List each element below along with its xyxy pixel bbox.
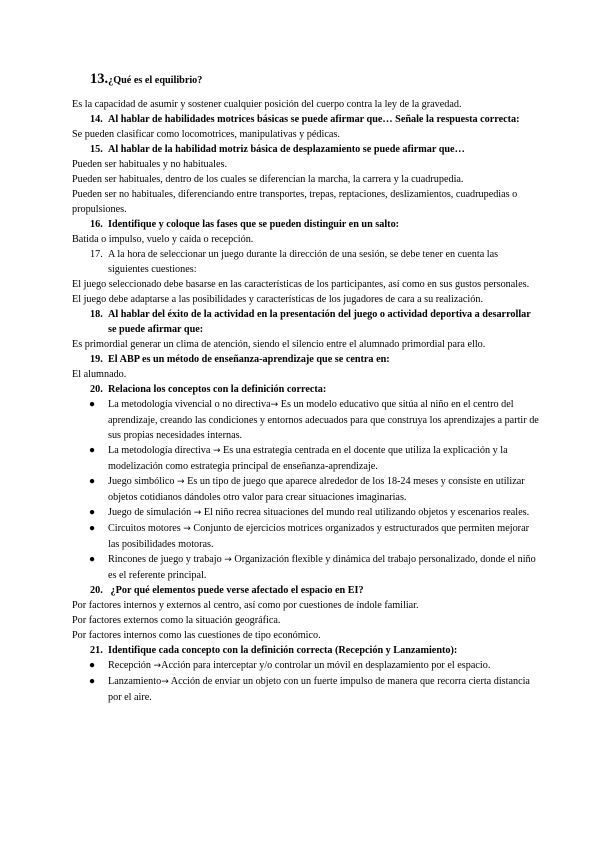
list-item xyxy=(0,474,600,505)
answer-14: Se pueden clasificar como locomotrices, manipulativas y pédicas. xyxy=(72,129,340,140)
question-17 xyxy=(0,247,600,277)
bullet-icon: ● xyxy=(89,523,96,534)
list-item xyxy=(0,505,600,521)
answer-15-1: Pueden ser habituales y no habituales. xyxy=(72,159,228,170)
question-18 xyxy=(0,307,600,337)
bullet-icon: ● xyxy=(89,660,96,671)
question-number: 17. xyxy=(90,249,103,260)
question-number: 13. xyxy=(90,71,109,87)
list-item xyxy=(0,552,600,583)
question-number: 18. xyxy=(90,309,103,320)
question-title: ¿Por qué elementos puede verse afectado el espacio en EI? xyxy=(110,585,364,596)
concept-term: Rincones de juego y trabajo xyxy=(108,554,225,565)
bullet-icon: ● xyxy=(89,676,96,687)
answer-list-21 xyxy=(0,658,600,705)
bullet-icon: ● xyxy=(89,507,96,518)
question-number: 21. xyxy=(90,645,103,656)
question-title: Al hablar de la habilidad motriz básica de desplazamiento se puede afirmar que… xyxy=(108,144,465,155)
question-title: Al hablar de habilidades motrices básicas se puede afirmar que… Señale la respuesta correcta: xyxy=(108,114,520,125)
concept-definition: Organización flexible y dinámica del trabajo personalizado, donde el niño es el referente principal. xyxy=(108,554,536,581)
concept-term: Juego de simulación xyxy=(108,507,194,518)
concept-definition: Acción de enviar un objeto con un fuerte impulso de manera que recorra cierta distancia por el aire. xyxy=(108,676,530,703)
answer-18: Es primordial generar un clima de atención, siendo el silencio entre el alumnado primordial para ello. xyxy=(72,339,486,350)
answer-20-1: Por factores internos y externos al centro, así como por cuestiones de índole familiar. xyxy=(72,600,419,611)
answer-15-2: Pueden ser habituales, dentro de los cuales se diferencian la marcha, la carrera y la cuadrupedia. xyxy=(72,174,464,185)
question-14 xyxy=(0,112,600,127)
question-19 xyxy=(0,352,600,367)
concept-term: Recepción xyxy=(108,660,154,671)
question-title: A la hora de seleccionar un juego durante la dirección de una sesión, se debe tener en cuenta las siguientes cuestiones: xyxy=(108,249,499,275)
question-title: Al hablar del éxito de la actividad en la presentación del juego o actividad deportiva a desarrollar se puede afirmar que: xyxy=(108,309,531,335)
question-16 xyxy=(0,217,600,232)
arrow-icon: → xyxy=(224,555,232,565)
question-title: Identifique cada concepto con la definición correcta (Recepción y Lanzamiento): xyxy=(108,645,458,656)
arrow-icon: → xyxy=(212,446,221,456)
concept-term: Juego simbólico xyxy=(108,476,178,487)
bullet-icon: ● xyxy=(89,445,96,456)
answer-19: El alumnado. xyxy=(72,369,127,380)
answer-20-2: Por factores externos como la situación geográfica. xyxy=(72,615,281,626)
concept-definition: Es una estrategia centrada en el docente que utiliza la explicación y la modelización como estrategia principal de enseñanza-aprendizaje. xyxy=(108,445,508,472)
arrow-icon: → xyxy=(193,508,202,518)
question-20-espacio xyxy=(0,583,600,598)
question-title: ¿Qué es el equilibrio? xyxy=(108,75,203,86)
answer-16: Batida o impulso, vuelo y caída o recepción. xyxy=(72,234,254,245)
answer-15-3: Pueden ser no habituales, diferenciando entre transportes, trepas, reptaciones, deslizamientos, cuadrupedias o propulsiones. xyxy=(72,189,518,215)
question-number: 15. xyxy=(90,144,103,155)
arrow-icon: → xyxy=(177,477,185,487)
question-13 xyxy=(0,71,600,89)
answer-20-3: Por factores internos como las cuestiones de tipo económico. xyxy=(72,630,321,641)
question-number: 14. xyxy=(90,114,103,125)
question-number: 20. xyxy=(90,585,103,596)
concept-term: Circuitos motores xyxy=(108,523,184,534)
arrow-icon: → xyxy=(183,524,191,534)
list-item xyxy=(0,658,600,674)
question-number: 19. xyxy=(90,354,103,365)
question-15 xyxy=(0,142,600,157)
question-20-relaciona xyxy=(0,382,600,397)
list-item xyxy=(0,521,600,552)
list-item xyxy=(0,397,600,443)
answer-list-20 xyxy=(0,397,600,583)
list-item xyxy=(0,674,600,705)
answer-17-2: El juego debe adaptarse a las posibilidades y características de los jugadores de cara a su realización. xyxy=(72,294,484,305)
question-21 xyxy=(0,643,600,658)
list-item xyxy=(0,443,600,474)
arrow-icon: → xyxy=(161,677,169,687)
concept-definition: Es un modelo educativo que sitúa al niño en el centro del aprendizaje, creando las condiciones y entornos adecuados para que construya los aprendizajes a partir de sus propias necesidades internas. xyxy=(108,399,539,441)
concept-definition: Conjunto de ejercicios motrices organizados y estructurados que permiten mejorar las posibilidades motoras. xyxy=(108,523,529,550)
question-title: El ABP es un método de enseñanza-aprendizaje que se centra en: xyxy=(108,354,390,365)
concept-definition: Es un tipo de juego que aparece alrededor de los 18-24 meses y consiste en utilizar objetos cotidianos dándoles otro valor para crear situaciones imaginarias. xyxy=(108,476,525,503)
concept-term: Lanzamiento xyxy=(108,676,162,687)
concept-term: La metodología vivencial o no directiva xyxy=(108,399,271,410)
concept-term: La metodología directiva xyxy=(108,445,213,456)
answer-13: Es la capacidad de asumir y sostener cualquier posición del cuerpo contra la ley de la gravedad. xyxy=(72,99,462,110)
bullet-icon: ● xyxy=(89,476,96,487)
arrow-icon: → xyxy=(270,400,279,410)
arrow-icon: → xyxy=(153,661,162,671)
bullet-icon: ● xyxy=(89,399,96,410)
question-number: 16. xyxy=(90,219,103,230)
concept-definition: Acción para interceptar y/o controlar un móvil en desplazamiento por el espacio. xyxy=(161,660,491,671)
question-title: Identifique y coloque las fases que se pueden distinguir en un salto: xyxy=(108,219,400,230)
bullet-icon: ● xyxy=(89,554,96,565)
question-title: Relaciona los conceptos con la definición correcta: xyxy=(108,384,327,395)
concept-definition: El niño recrea situaciones del mundo real utilizando objetos y escenarios reales. xyxy=(201,507,530,518)
question-number: 20. xyxy=(90,384,103,395)
answer-17-1: El juego seleccionado debe basarse en las características de los participantes, así como en sus gustos personales. xyxy=(72,279,530,290)
